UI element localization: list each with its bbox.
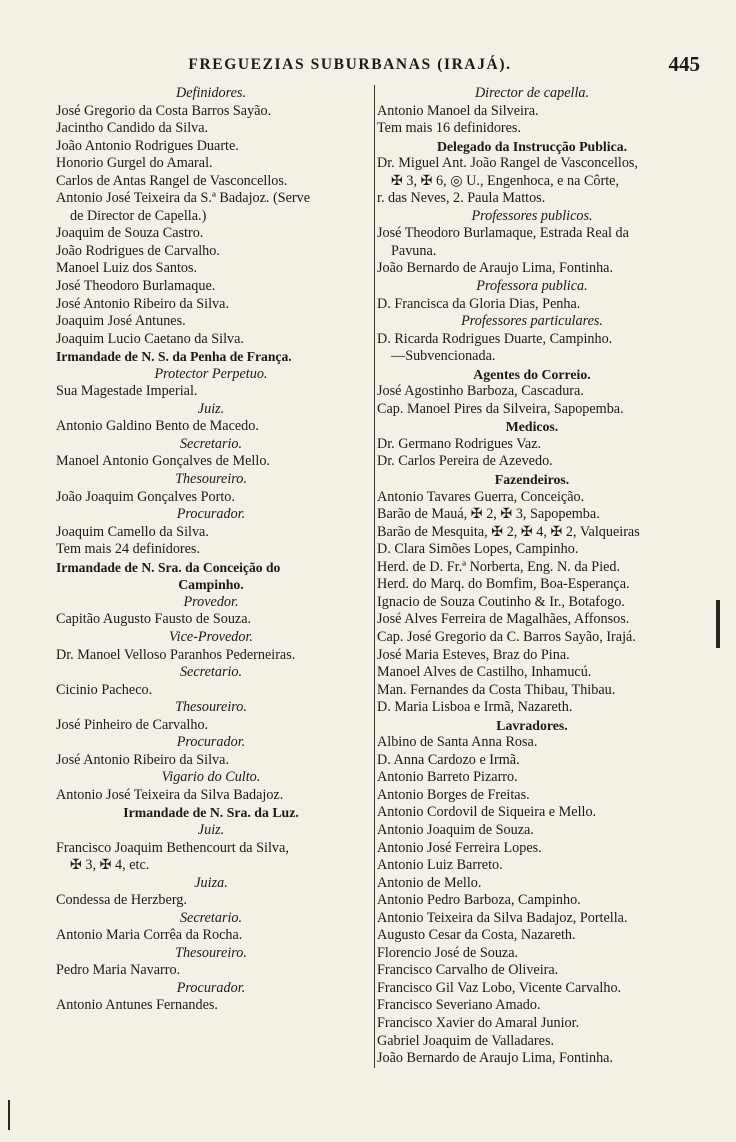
left-entry-line: de Director de Capella.) xyxy=(70,207,207,224)
left-role-heading: Provedor. xyxy=(183,593,239,610)
right-role-heading: Professores particulares. xyxy=(461,313,603,330)
left-role-heading: Vice-Provedor. xyxy=(169,628,253,645)
right-entry-line: r. das Neves, 2. Paula Mattos. xyxy=(377,190,546,207)
right-entry-line: Pavuna. xyxy=(391,242,437,259)
right-section-heading: Lavradores. xyxy=(496,717,568,733)
right-entry-line: José Maria Esteves, Braz do Pina. xyxy=(377,646,570,663)
left-section-heading: Irmandade de N. Sra. da Conceição do xyxy=(56,559,281,575)
left-entry-line: Manoel Antonio Gonçalves de Mello. xyxy=(56,453,270,470)
right-entry-line: Dr. Germano Rodrigues Vaz. xyxy=(377,435,542,452)
right-entry-line: José Agostinho Barboza, Cascadura. xyxy=(377,383,584,400)
left-entry-line: Tem mais 24 definidores. xyxy=(56,541,201,558)
right-entry-line: Cap. Manoel Pires da Silveira, Sapopemba. xyxy=(377,400,624,417)
left-entry-line: José Pinheiro de Carvalho. xyxy=(56,716,209,733)
right-entry-line: Man. Fernandes da Costa Thibau, Thibau. xyxy=(377,681,616,698)
left-entry-line: Antonio José Teixeira da Silva Badajoz. xyxy=(56,786,284,803)
left-role-heading: Juiza. xyxy=(194,874,228,891)
right-entry-line: Francisco Xavier do Amaral Junior. xyxy=(377,1014,580,1031)
right-section-heading: Fazendeiros. xyxy=(494,472,570,488)
right-entry-line: —Subvencionada. xyxy=(391,348,496,365)
page-number: 445 xyxy=(668,52,700,76)
left-role-heading: Juiz. xyxy=(197,821,225,838)
right-entry-line: Francisco Carvalho de Oliveira. xyxy=(377,962,559,979)
right-entry-line: Antonio Borges de Freitas. xyxy=(377,786,530,803)
left-entry-line: Capitão Augusto Fausto de Souza. xyxy=(56,611,252,628)
left-entry-line: José Theodoro Burlamaque. xyxy=(56,278,216,295)
right-section-heading: Medicos. xyxy=(505,419,559,435)
right-entry-line: D. Clara Simões Lopes, Campinho. xyxy=(377,541,579,558)
left-role-heading: Thesoureiro. xyxy=(175,699,247,716)
left-section-heading: Irmandade de N. Sra. da Luz. xyxy=(123,805,299,821)
right-entry-line: D. Ricarda Rodrigues Duarte, Campinho. xyxy=(377,330,613,347)
right-section-heading: Delegado da Instrucção Publica. xyxy=(436,138,628,154)
right-entry-line: Florencio José de Souza. xyxy=(377,944,519,961)
left-entry-line: José Gregorio da Costa Barros Sayão. xyxy=(56,102,272,119)
left-role-heading: Thesoureiro. xyxy=(175,471,247,488)
left-entry-line: ✠ 3, ✠ 4, etc. xyxy=(70,857,150,874)
left-role-heading: Definidores. xyxy=(175,85,246,101)
right-entry-line: Gabriel Joaquim de Valladares. xyxy=(377,1032,555,1049)
left-entry-line: Joaquim Lucio Caetano da Silva. xyxy=(56,330,244,347)
right-entry-line: Antonio Joaquim de Souza. xyxy=(377,821,534,838)
right-entry-line: Albino de Santa Anna Rosa. xyxy=(377,734,538,751)
left-entry-line: João Rodrigues de Carvalho. xyxy=(56,242,220,259)
right-entry-line: Herd. de D. Fr.ª Norberta, Eng. N. da Pied. xyxy=(377,558,621,575)
right-entry-line: Augusto Cesar da Costa, Nazareth. xyxy=(377,927,576,944)
left-entry-line: Antonio Antunes Fernandes. xyxy=(56,997,218,1014)
right-entry-line: Antonio Barreto Pizarro. xyxy=(377,769,518,786)
left-role-heading: Procurador. xyxy=(176,734,246,751)
left-role-heading: Secretario. xyxy=(179,435,243,452)
left-entry-line: Sua Magestade Imperial. xyxy=(56,383,198,400)
left-role-heading: Procurador. xyxy=(176,506,246,523)
right-entry-line: Tem mais 16 definidores. xyxy=(377,120,522,137)
right-entry-line: Antonio Luiz Barreto. xyxy=(377,857,503,874)
left-entry-line: José Antonio Ribeiro da Silva. xyxy=(56,751,229,768)
left-entry-line: Cicinio Pacheco. xyxy=(56,681,153,698)
right-entry-line: Dr. Carlos Pereira de Azevedo. xyxy=(377,453,553,470)
right-column xyxy=(374,85,687,1068)
right-entry-line: Ignacio de Souza Coutinho & Ir., Botafogo. xyxy=(377,593,625,610)
left-entry-line: Joaquim de Souza Castro. xyxy=(56,225,204,242)
right-entry-line: Francisco Gil Vaz Lobo, Vicente Carvalho. xyxy=(377,979,622,996)
left-entry-line: José Antonio Ribeiro da Silva. xyxy=(56,295,229,312)
left-entry-line: Honorio Gurgel do Amaral. xyxy=(56,155,213,172)
left-entry-line: Joaquim Camello da Silva. xyxy=(56,523,209,540)
right-entry-line: João Bernardo de Araujo Lima, Fontinha. xyxy=(377,260,614,277)
right-entry-line: D. Maria Lisboa e Irmã, Nazareth. xyxy=(377,699,573,716)
right-entry-line: Antonio Manoel da Silveira. xyxy=(377,102,539,119)
right-entry-line: Barão de Mauá, ✠ 2, ✠ 3, Sapopemba. xyxy=(377,506,600,523)
margin-ink-mark xyxy=(716,600,720,648)
left-entry-line: Antonio Galdino Bento de Macedo. xyxy=(56,418,259,435)
left-role-heading: Secretario. xyxy=(179,664,243,681)
left-entry-line: Condessa de Herzberg. xyxy=(56,892,187,909)
left-entry-line: Antonio Maria Corrêa da Rocha. xyxy=(56,927,243,944)
left-entry-line: Manoel Luiz dos Santos. xyxy=(56,260,198,277)
right-section-heading: Agentes do Correio. xyxy=(473,366,591,382)
left-entry-line: Joaquim José Antunes. xyxy=(56,313,186,330)
right-entry-line: Herd. do Marq. do Bomfim, Boa-Esperança. xyxy=(377,576,630,593)
left-role-heading: Vigario do Culto. xyxy=(161,769,261,786)
left-column xyxy=(56,85,366,1015)
right-entry-line: Dr. Miguel Ant. João Rangel de Vasconcellos, xyxy=(377,155,638,172)
left-entry-line: João Antonio Rodrigues Duarte. xyxy=(56,137,239,154)
right-entry-line: João Bernardo de Araujo Lima, Fontinha. xyxy=(377,1050,614,1067)
left-entry-line: Jacintho Candido da Silva. xyxy=(56,120,209,137)
left-entry-line: Carlos de Antas Rangel de Vasconcellos. xyxy=(56,172,288,189)
left-entry-line: Pedro Maria Navarro. xyxy=(56,962,181,979)
right-entry-line: Manoel Alves de Castilho, Inhamucú. xyxy=(377,664,592,681)
page-header xyxy=(50,52,700,78)
right-entry-line: José Alves Ferreira de Magalhães, Affonsos. xyxy=(377,611,630,628)
right-entry-line: D. Francisca da Gloria Dias, Penha. xyxy=(377,295,581,312)
page-title: FREGUEZIAS SUBURBANAS (IRAJÁ). xyxy=(188,56,512,73)
left-role-heading: Juiz. xyxy=(197,400,225,417)
margin-ink-mark xyxy=(8,1100,10,1130)
right-entry-line: Antonio Cordovil de Siqueira e Mello. xyxy=(377,804,597,821)
right-entry-line: Francisco Severiano Amado. xyxy=(377,997,541,1014)
left-role-heading: Protector Perpetuo. xyxy=(154,365,268,382)
left-entry-line: Dr. Manoel Velloso Paranhos Pederneiras. xyxy=(56,646,296,663)
right-role-heading: Director de capella. xyxy=(474,85,590,101)
right-entry-line: Barão de Mesquita, ✠ 2, ✠ 4, ✠ 2, Valqueiras xyxy=(377,523,640,540)
right-role-heading: Professora publica. xyxy=(476,278,588,295)
left-role-heading: Procurador. xyxy=(176,979,246,996)
right-entry-line: Antonio de Mello. xyxy=(377,874,482,891)
right-entry-line: Antonio José Ferreira Lopes. xyxy=(377,839,542,856)
right-entry-line: D. Anna Cardozo e Irmã. xyxy=(377,751,520,768)
left-entry-line: João Joaquim Gonçalves Porto. xyxy=(56,488,235,505)
right-role-heading: Professores publicos. xyxy=(471,207,593,224)
left-entry-line: Francisco Joaquim Bethencourt da Silva, xyxy=(56,839,289,856)
left-section-heading: Irmandade de N. S. da Penha de França. xyxy=(56,349,292,365)
right-entry-line: Antonio Tavares Guerra, Conceição. xyxy=(377,488,585,505)
right-entry-line: José Theodoro Burlamaque, Estrada Real da xyxy=(377,225,629,242)
right-entry-line: Cap. José Gregorio da C. Barros Sayão, Irajá. xyxy=(377,628,636,645)
right-entry-line: Antonio Teixeira da Silva Badajoz, Portella. xyxy=(377,909,628,926)
right-entry-line: Antonio Pedro Barboza, Campinho. xyxy=(377,892,581,909)
left-role-heading: Thesoureiro. xyxy=(175,944,247,961)
right-entry-line: ✠ 3, ✠ 6, ◎ U., Engenhoca, e na Côrte, xyxy=(391,172,620,189)
left-section-heading: Campinho. xyxy=(178,577,244,593)
left-role-heading: Secretario. xyxy=(179,909,243,926)
left-entry-line: Antonio José Teixeira da S.ª Badajoz. (Serve xyxy=(56,190,311,207)
